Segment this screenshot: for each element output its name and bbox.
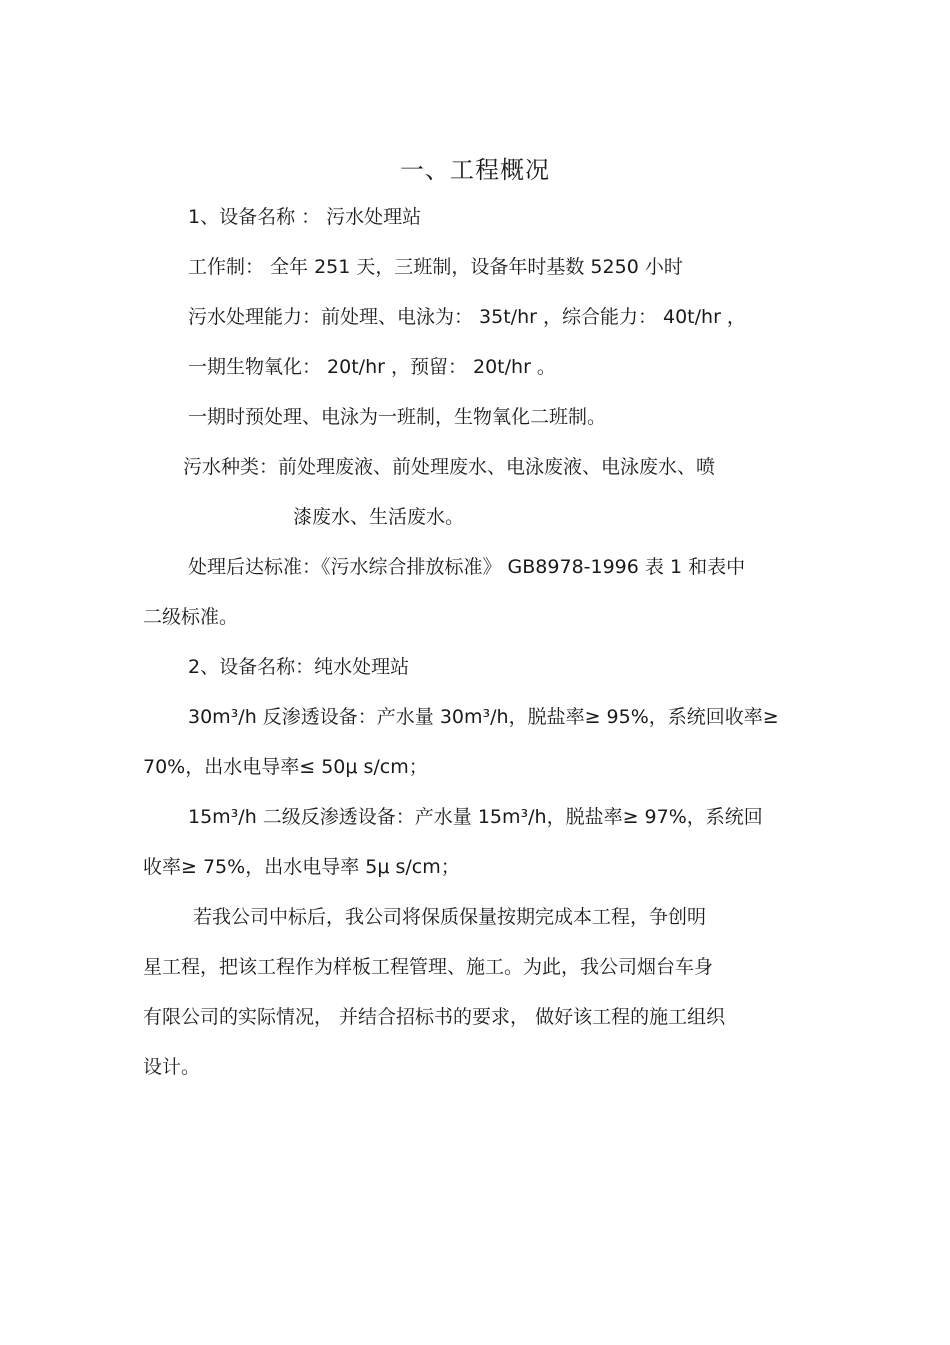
paragraph-line: 若我公司中标后，我公司将保质保量按期完成本工程，争创明	[193, 906, 707, 928]
paragraph-line: 15m³/h 二级反渗透设备：产水量 15m³/h，脱盐率≥ 97%，系统回	[188, 806, 763, 828]
paragraph-line: 30m³/h 反渗透设备：产水量 30m³/h，脱盐率≥ 95%，系统回收率≥	[188, 706, 779, 728]
paragraph-line: 收率≥ 75%，出水电导率 5μ s/cm；	[143, 856, 460, 878]
paragraph-line: 70%，出水电导率≤ 50μ s/cm；	[143, 756, 428, 778]
paragraph-line: 设计。	[143, 1056, 201, 1078]
paragraph-line: 一期生物氧化： 20t/hr ，预留： 20t/hr 。	[188, 356, 556, 378]
paragraph-line: 1、设备名称 ： 污水处理站	[188, 206, 422, 228]
paragraph-line: 一期时预处理、电泳为一班制，生物氧化二班制。	[188, 406, 607, 428]
section-title: 一、工程概况	[400, 156, 550, 184]
paragraph-line: 2、设备名称：纯水处理站	[188, 656, 410, 678]
paragraph-line: 星工程，把该工程作为样板工程管理、施工。为此，我公司烟台车身	[143, 956, 714, 978]
paragraph-line: 污水处理能力：前处理、电泳为： 35t/hr ，综合能力： 40t/hr ，	[188, 306, 746, 328]
paragraph-line: 工作制： 全年 251 天，三班制，设备年时基数 5250 小时	[188, 256, 683, 278]
paragraph-line: 漆废水、生活废水。	[293, 506, 465, 528]
paragraph-line: 二级标准。	[143, 606, 239, 628]
paragraph-line: 处理后达标准：《污水综合排放标准》 GB8978-1996 表 1 和表中	[188, 556, 746, 578]
paragraph-line: 有限公司的实际情况， 并结合招标书的要求， 做好该工程的施工组织	[143, 1006, 726, 1028]
paragraph-line: 污水种类：前处理废液、前处理废水、电泳废液、电泳废水、喷	[183, 456, 716, 478]
